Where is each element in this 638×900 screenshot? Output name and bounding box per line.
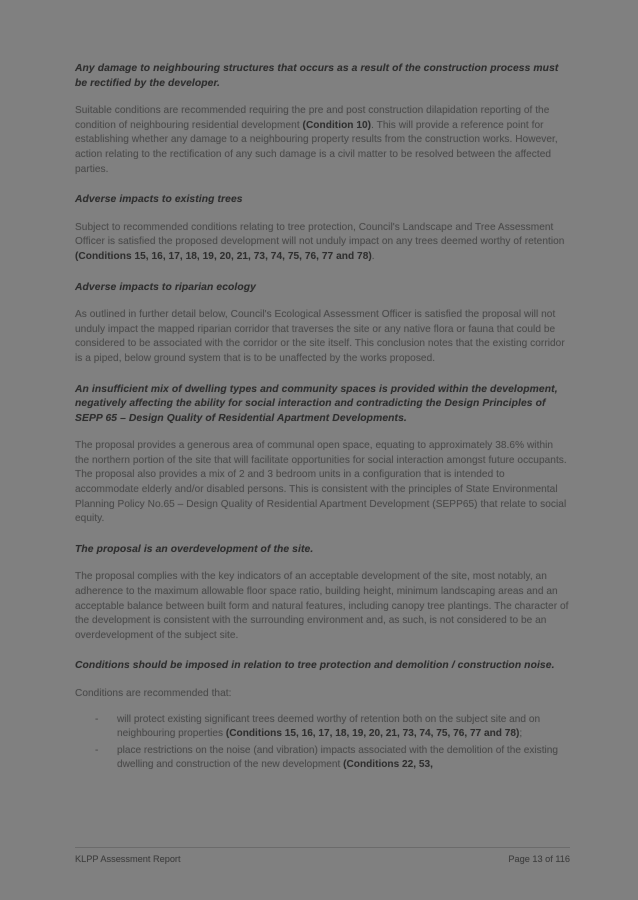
bullet-1-conditions: (Conditions 15, 16, 17, 18, 19, 20, 21, 73, 74, 75, 76, 77 and 78): [225, 728, 520, 740]
page-footer: [75, 854, 570, 864]
trees-body-part-2: .: [371, 250, 375, 262]
bullet-1-text-after: ;: [519, 728, 523, 740]
list-item: [75, 744, 570, 773]
condition-reference-trees: (Conditions 15, 16, 17, 18, 19, 20, 21, 73, 74, 75, 76, 77 and 78): [75, 250, 372, 262]
list-item: [75, 713, 570, 742]
footer-document-title: KLPP Assessment Report: [75, 854, 181, 864]
paragraph-conditions-intro: Conditions are recommended that:: [75, 688, 232, 699]
damage-body-part-2: . This will provide a reference point for establishing whether any damage to a neighbouring property results from the construction works. However, action relating to the rectification of any such damage is a civil matter to be resolved between the affected parties.: [75, 119, 558, 175]
bullet-dash-icon: -: [95, 713, 99, 725]
paragraph-damage-response: [75, 104, 570, 177]
trees-body-part-1: Subject to recommended conditions relating to tree protection, Council's Landscape and Tree Assessment Officer is satisfied the proposed development will not unduly impact on any trees deemed worthy of retention: [75, 221, 565, 248]
condition-reference-10: (Condition 10): [302, 119, 372, 131]
heading-damage-to-structures: Any damage to neighbouring structures that occurs as a result of the construction process must be rectified by the developer.: [75, 63, 559, 89]
paragraph-riparian-response: As outlined in further detail below, Council's Ecological Assessment Officer is satisfied the proposal will not unduly impact the mapped riparian corridor that traverses the site or any native flora or fauna that could be considered to be associated with the corridor or the site itself. This conclusion notes that the existing corridor is a piped, below ground system that is to be unaffected by the works proposed.: [75, 309, 565, 364]
heading-riparian-ecology: Adverse impacts to riparian ecology: [75, 281, 256, 293]
footer-page-number: Page 13 of 116: [508, 854, 570, 864]
bullet-2-conditions: (Conditions 22, 53,: [343, 759, 433, 771]
damage-body-part-1: Suitable conditions are recommended requiring the pre and post construction dilapidation reporting of the condition of neighbouring residential development: [75, 105, 550, 131]
paragraph-overdevelopment-response: The proposal complies with the key indicators of an acceptable development of the site, most notably, an adherence to the maximum allowable floor space ratio, building height, minimum landscaping areas and an acceptable balance between built form and natural features, including canopy tree plantings. The character of the development is consistent with the surrounding environment and, as such, is not considered to be an overdevelopment of the subject site.: [75, 571, 569, 641]
bullet-2-text-before: place restrictions on the noise (and vibration) impacts associated with the demolition of the existing dwelling and construction of the new development: [117, 744, 558, 771]
footer-divider: [75, 847, 570, 848]
heading-existing-trees: Adverse impacts to existing trees: [75, 194, 243, 206]
bullet-1-text-before: will protect existing significant trees deemed worthy of retention both on the subject site and on neighbouring properties: [117, 713, 541, 740]
bullet-text: [117, 745, 558, 771]
heading-overdevelopment: The proposal is an overdevelopment of the site.: [75, 543, 314, 555]
heading-dwelling-mix: An insufficient mix of dwelling types and community spaces is provided within the development, negatively affecting the ability for social interaction and contradicting the Design Principles of SEPP 65 – Design Quality of Residential Apartment Developments.: [75, 383, 558, 424]
heading-conditions-tree-noise: Conditions should be imposed in relation to tree protection and demolition / construction noise.: [75, 660, 555, 672]
paragraph-trees-response: [75, 221, 570, 265]
bullet-text: [117, 714, 540, 740]
page-content: [75, 62, 570, 773]
bullet-dash-icon: -: [95, 744, 99, 756]
paragraph-dwelling-mix-response: The proposal provides a generous area of communal open space, equating to approximately 38.6% within the northern portion of the site that will facilitate opportunities for social interaction amongst future occupants. The proposal also provides a mix of 2 and 3 bedroom units in a configuration that is intended to accommodate elderly and/or disabled persons. This is consistent with the principles of State Environmental Planning Policy No.65 – Design Quality of Residential Apartment Development (SEPP65) that relate to social equity.: [75, 440, 567, 525]
conditions-bullet-list: [75, 713, 570, 773]
